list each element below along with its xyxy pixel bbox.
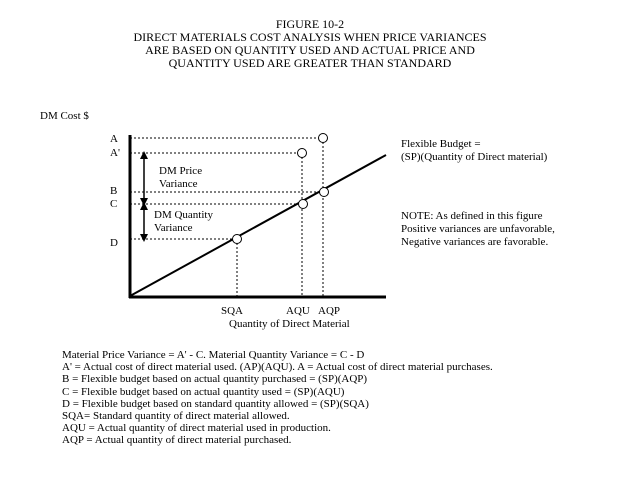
title-line-3: QUANTITY USED ARE GREATER THAN STANDARD [168, 56, 452, 70]
definition-c: C = Flexible budget based on actual quantity used = (SP)(AQU) [62, 385, 345, 398]
definition-d: D = Flexible budget based on standard quantity allowed = (SP)(SQA) [62, 397, 369, 410]
definitions-list [62, 349, 493, 447]
point-c [299, 200, 308, 209]
y-tick-b: B [110, 185, 118, 197]
definition-aqu: AQU = Actual quantity of direct material used in production. [62, 422, 331, 435]
x-tick-aqp: AQP [318, 305, 341, 317]
definition-sqa: SQA= Standard quantity of direct material allowed. [62, 410, 290, 423]
price-variance-label-2: Variance [159, 178, 198, 190]
y-axis-label: DM Cost $ [40, 110, 89, 122]
x-tick-aqu: AQU [286, 305, 310, 317]
flexible-budget-label-2: (SP)(Quantity of Direct material) [401, 151, 548, 163]
y-tick-c: C [110, 198, 118, 210]
y-tick-a-prime: A' [110, 147, 120, 159]
note-line-1: NOTE: As defined in this figure [401, 210, 543, 222]
point-a-prime [298, 149, 307, 158]
note-line-3: Negative variances are favorable. [401, 236, 549, 248]
point-a [319, 134, 328, 143]
y-tick-a: A [110, 133, 118, 145]
quantity-variance-label-2: Variance [154, 222, 193, 234]
definition-variances: Material Price Variance = A' - C. Material Quantity Variance = C - D [62, 349, 365, 361]
x-axis-label: Quantity of Direct Material [229, 318, 350, 330]
flexible-budget-label-1: Flexible Budget = [401, 138, 481, 150]
definition-aqp: AQP = Actual quantity of direct material purchased. [62, 434, 292, 447]
point-d [233, 235, 242, 244]
y-tick-d: D [110, 237, 118, 249]
definition-a: A' = Actual cost of direct material used. (AP)(AQU). A = Actual cost of direct material purchases. [62, 361, 493, 374]
figure-label: FIGURE 10-2 [275, 17, 345, 31]
price-variance-label-1: DM Price [159, 165, 203, 177]
title-line-2: ARE BASED ON QUANTITY USED AND ACTUAL PRICE AND [145, 43, 475, 57]
quantity-variance-label-1: DM Quantity [154, 209, 213, 221]
title-line-1: DIRECT MATERIALS COST ANALYSIS WHEN PRICE VARIANCES [133, 30, 487, 44]
point-b [320, 188, 329, 197]
definition-b: B = Flexible budget based on actual quantity purchased = (SP)(AQP) [62, 373, 368, 386]
x-tick-sqa: SQA [221, 305, 244, 317]
note-line-2: Positive variances are unfavorable, [401, 223, 555, 235]
